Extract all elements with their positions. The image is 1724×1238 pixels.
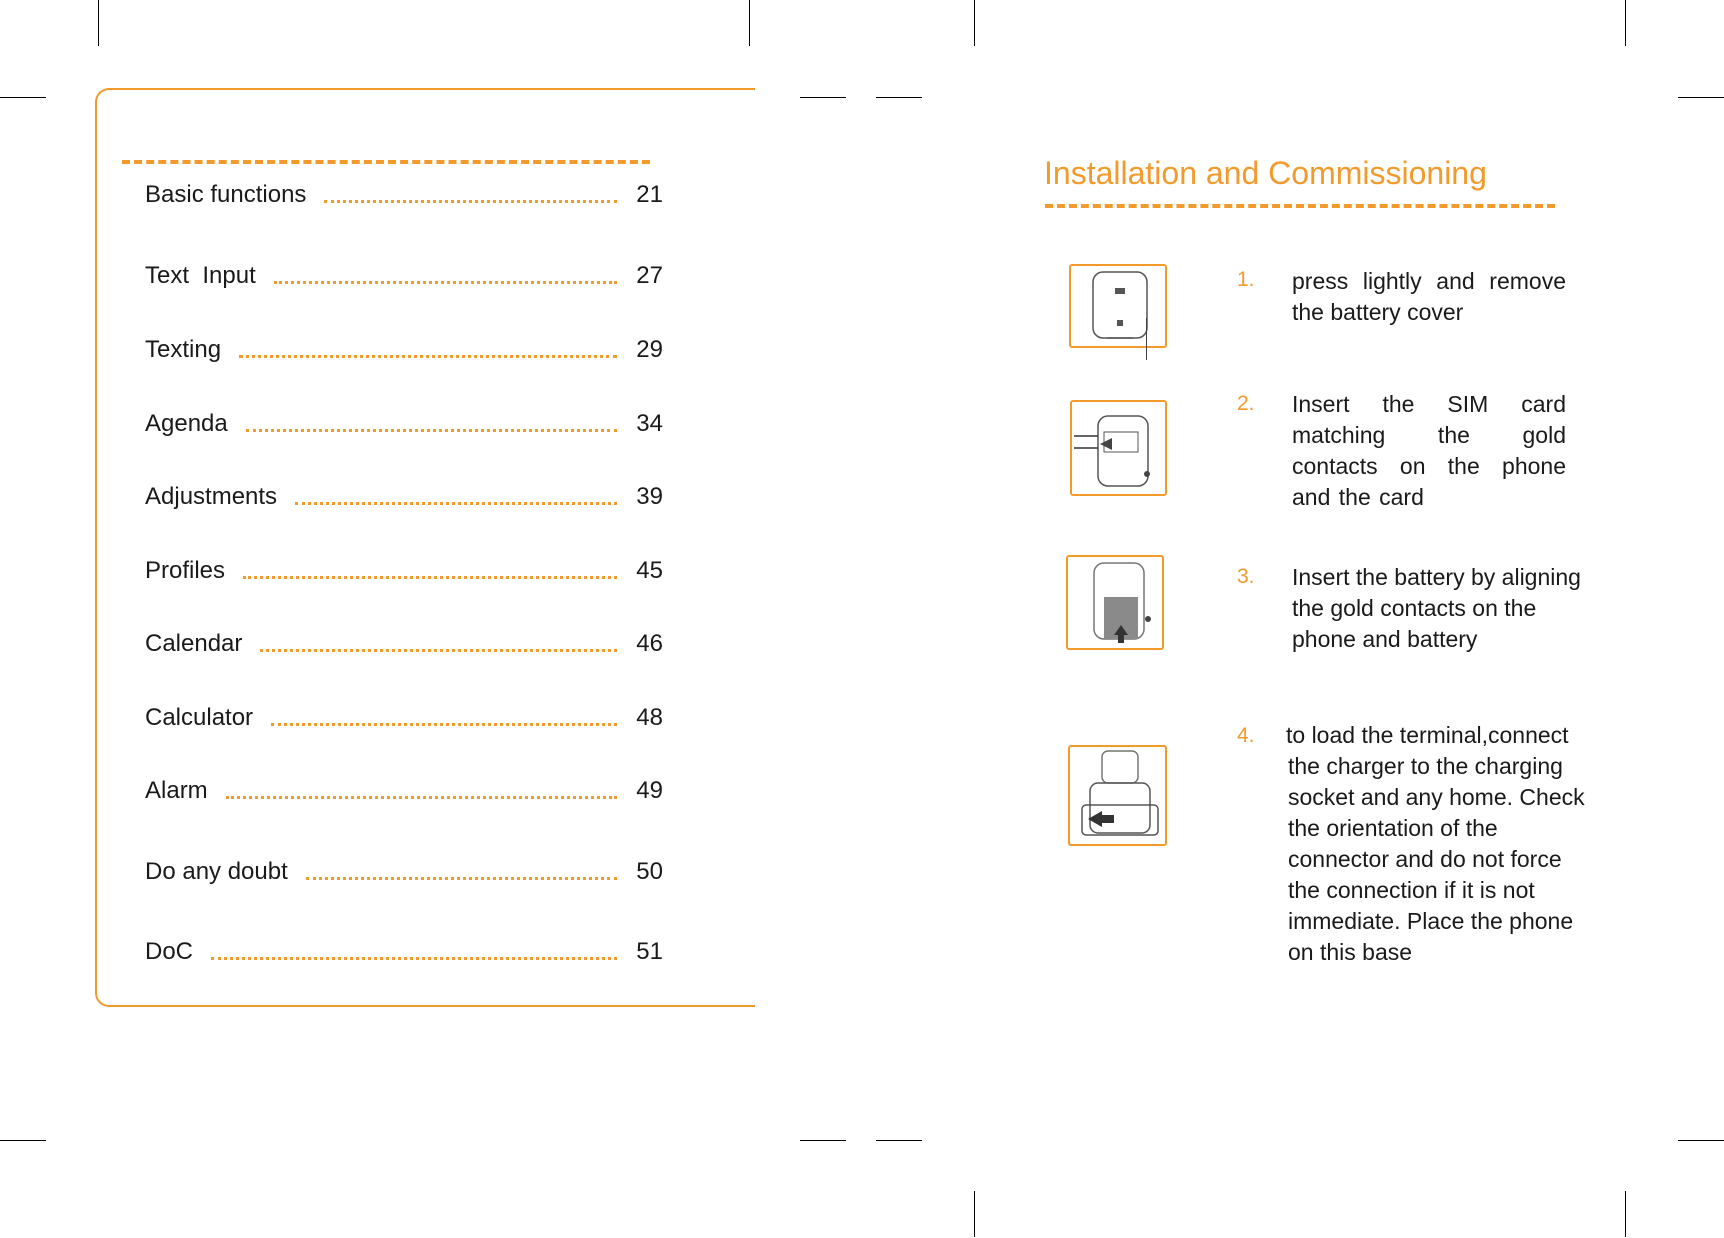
toc-entry-calculator[interactable] [145, 702, 663, 734]
step-2-number: 2. [1237, 392, 1255, 415]
step-1-number: 1. [1237, 268, 1255, 291]
toc-leader-dots [324, 198, 617, 203]
crop-mark [749, 0, 750, 46]
step-4-number: 4. [1237, 724, 1255, 747]
toc-entry-title: Calendar [145, 630, 243, 657]
toc-entry-title: Basic functions [145, 181, 307, 208]
toc-leader-dots [274, 279, 617, 284]
crop-mark [876, 97, 922, 98]
step-3-text: Insert the battery by aligning the gold contacts on the phone and battery [1292, 564, 1581, 652]
toc-entry-basic-functions[interactable] [145, 179, 663, 211]
crop-mark [974, 1191, 975, 1237]
toc-leader-dots [271, 721, 617, 726]
crop-mark [98, 0, 99, 46]
toc-entry-alarm[interactable] [145, 775, 663, 807]
toc-entry-page: 39 [636, 483, 663, 510]
toc-entry-title: Alarm [145, 777, 208, 804]
crop-mark [800, 1140, 846, 1141]
toc-entry-page: 45 [636, 557, 663, 584]
toc-entry-profiles[interactable] [145, 555, 663, 587]
fig-leader-line [1146, 318, 1147, 360]
battery-cover-illustration [1069, 264, 1167, 348]
crop-mark [1625, 0, 1626, 46]
toc-entry-page: 51 [636, 938, 663, 965]
toc-leader-dots [211, 955, 617, 960]
crop-mark [1625, 1191, 1626, 1237]
toc-entry-title: Adjustments [145, 483, 278, 510]
crop-mark [1678, 97, 1724, 98]
crop-mark [876, 1140, 922, 1141]
sim-card-illustration [1070, 400, 1167, 496]
toc-entry-doc[interactable] [145, 936, 663, 968]
toc-entry-page: 34 [636, 410, 663, 437]
toc-leader-dots [226, 794, 617, 799]
crop-mark [974, 0, 975, 46]
toc-entry-text-input[interactable] [145, 260, 663, 292]
toc-entry-title: Text Input [145, 262, 256, 289]
toc-leader-dots [239, 353, 617, 358]
toc-entry-title: Agenda [145, 410, 228, 437]
toc-entry-title: DoC [145, 938, 194, 965]
toc-dashed-rule [122, 160, 650, 164]
step-3-number: 3. [1237, 565, 1255, 588]
step-2-text: Insert the SIM card matching the gold contacts on the phone and the card [1292, 391, 1566, 510]
section-dashed-rule [1045, 204, 1555, 208]
toc-leader-dots [243, 574, 617, 579]
toc-entry-page: 27 [636, 262, 663, 289]
toc-entry-page: 29 [636, 336, 663, 363]
crop-mark [0, 1140, 46, 1141]
section-title: Installation and Commissioning [1044, 155, 1487, 191]
toc-leader-dots [306, 875, 617, 880]
toc-entry-title: Do any doubt [145, 858, 288, 885]
toc-entry-adjustments[interactable] [145, 481, 663, 513]
toc-entry-title: Calculator [145, 704, 254, 731]
crop-mark [1678, 1140, 1724, 1141]
toc-entry-agenda[interactable] [145, 408, 663, 440]
crop-mark [0, 97, 46, 98]
toc-entry-texting[interactable] [145, 334, 663, 366]
crop-mark [800, 97, 846, 98]
toc-entry-page: 48 [636, 704, 663, 731]
charger-illustration [1068, 745, 1167, 846]
toc-entry-page: 49 [636, 777, 663, 804]
toc-entry-page: 21 [636, 181, 663, 208]
toc-entry-page: 46 [636, 630, 663, 657]
toc-entry-do-any-doubt[interactable] [145, 856, 663, 888]
toc-entry-title: Texting [145, 336, 222, 363]
battery-insert-illustration [1066, 555, 1164, 650]
toc-entry-calendar[interactable] [145, 628, 663, 660]
toc-leader-dots [260, 647, 617, 652]
toc-leader-dots [295, 500, 617, 505]
step-1-text: press lightly and remove the battery cover [1292, 268, 1566, 325]
step-4-text: to load the terminal,connect the charger to the charging socket and any home. Check the orientation of the connector and do not force the connection if it is not immediate. Place the phone on this base [1286, 722, 1585, 965]
toc-entry-title: Profiles [145, 557, 226, 584]
toc-entry-page: 50 [636, 858, 663, 885]
toc-leader-dots [246, 427, 617, 432]
